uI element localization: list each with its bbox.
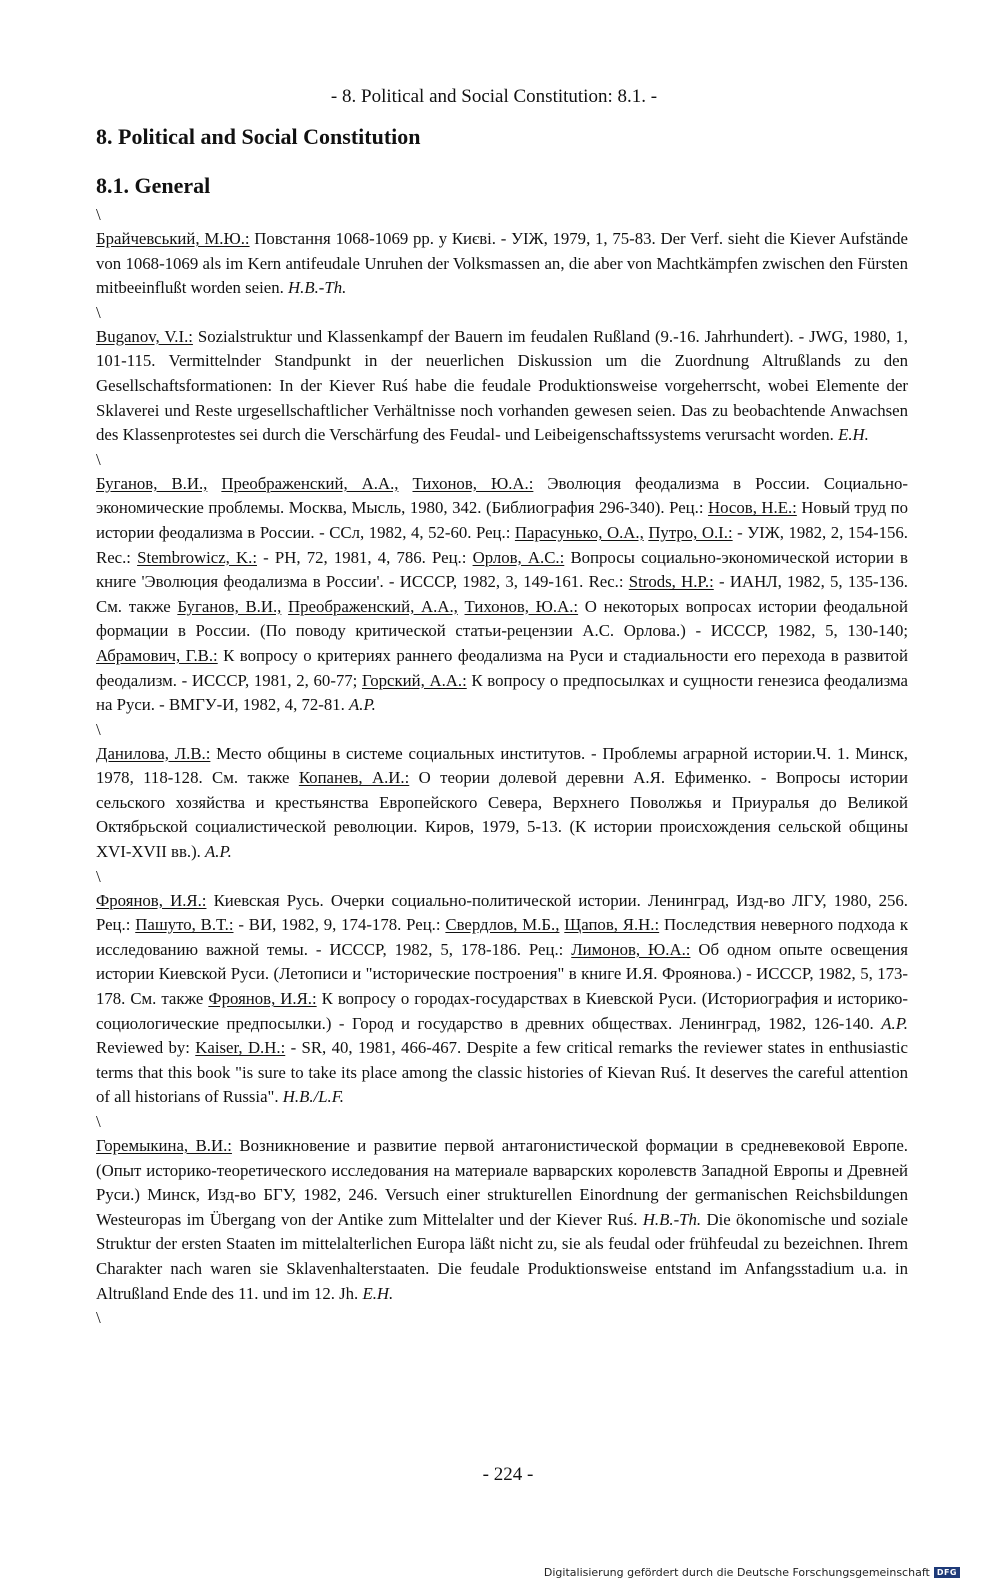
reviewer-initials: H.B.-Th. [288,278,347,298]
author-name: Strods, H.P.: [628,572,714,592]
entry-separator: \ [96,1308,101,1328]
author-name: Stembrowicz, K.: [137,547,257,567]
entry-text: Повстання 1068-1069 рр. у Києві. - УІЖ, 1979, 1, 75-83. Der Verf. sieht die Kiever Aufstände von 1068-1069 als im Kern antifeudale Unruhen der Volksmassen an, die aber von Machtkämpfen zwischen den Fürsten mitbeeinflußt worden seien. [96,229,909,298]
entry-text: Киевская Русь. Очерки социально-политической истории. Ленинград, Изд-во ЛГУ, 1980, 256. Рец.: [96,890,908,935]
entry-text: - PH, 72, 1981, 4, 786. Рец.: [256,547,473,567]
author-name: Парасунько, О.А., [514,522,644,542]
entry-text: Die ökonomische und soziale Struktur der ersten Staaten im mittelalterlichen Europa läßt nicht zu, sie als feudal oder frühfeudal zu bezeichnen. Ihrem Charakter nach waren sie Sklavenhalterstaaten. Die feudale Produktionsweise entstand im Anfangsstadium u.a. in Altrußland Ende des 11. und im 12. Jh. [96,1209,908,1303]
reviewer-initials: H.B.-Th. [642,1209,702,1229]
bibliography-entry [96,325,908,448]
entry-separator: \ [96,205,101,224]
author-name: Тихонов, Ю.А.: [412,473,534,493]
author-name: Буганов, В.И., [96,473,208,493]
bibliography-entry [96,742,908,865]
entry-separator: \ [96,302,101,322]
section-heading: 8.1. General [96,173,211,198]
running-header-text: - 8. Political and Social Constitution: 8.1. - [330,86,658,107]
entry-separator: \ [96,1112,101,1131]
author-name: Орлов, А.С.: [472,547,565,567]
author-name: Носов, Н.Е.: [708,498,797,518]
entry-separator: \ [96,449,101,469]
reviewer-initials: E.H. [362,1283,394,1303]
entry-text [207,474,221,493]
author-name: Горемыкина, В.И.: [96,1136,232,1155]
entry-text: О некоторых вопросах истории феодальной формации в России. (По поводу критической статьи-рецензии А.С. Орлова.) - ИССCP, 1982, 5, 130-140; [96,596,908,641]
author-name: Брайчевський, М.Ю.: [96,229,250,248]
author-name: Buganov, V.I.: [96,326,193,346]
entry-text [398,474,412,493]
entry-text: Возникновение и развитие первой антагонистической формации в средневековой Европе. (Опыт историко-теоретического исследования на материале варварских королевств Западной Европы и Древней Руси.) Минск, Изд-во БГУ, 1982, 246. Versuch einer strukturellen Einordnung der germanischen Reichsbildungen Westeuropas im Übergang von der Antike zum Mittelalter und der Kiever Ruś. [96,1136,908,1229]
author-name: Буганов, В.И., [177,596,282,616]
author-name: Пашуто, В.Т.: [135,915,234,935]
reviewer-initials: A.P. [881,1013,908,1033]
author-name: Лимонов, Ю.А.: [571,939,691,959]
entry-text: К вопросу о предпосылках и сущности генезиса феодализма на Руси. - ВМГУ-И, 1982, 4, 72-81. [96,670,908,715]
entry-text: Последствия неверного подхода к исследованию важной темы. - ИССCP, 1982, 5, 178-186. Рец.: [96,915,908,959]
entry-text: Sozialstruktur und Klassenkampf der Bauern im feudalen Rußland (9.-16. Jahrhundert). - JWG, 1980, 1, 101-115. Vermittelnder Standpunkt in der neuerlichen Diskussion um die Zuordnung Altrußlands zu den Gesellschaftsformationen: In der Kiever Ruś habe die feudale Produktionsweise vorgeherrscht, wobei Elemente der Sklaverei und Reste urgesellschaftlicher Verhältnisse noch vorhanden gewesen seien. Das zu beobachtende Anwachsen des Klassenprotestes sei durch die Verschärfung des Feudal- und Leibeigenschaftssystems verursacht worden. [96,326,908,445]
author-name: Преображенский, А.А., [288,596,458,616]
credit-text: Digitalisierung gefördert durch die Deutsche Forschungsgemeinschaft [543,1566,930,1579]
bibliography-entry [96,472,908,718]
entry-text: Новый труд по истории феодализма в России. - ССл, 1982, 4, 52-60. Рец.: [96,498,908,542]
author-name: Свердлов, М.Б., [445,915,560,935]
author-name: Преображенский, А.А., [221,473,399,493]
author-name: Щапов, Я.Н.: [564,915,660,935]
author-name: Kaiser, D.H.: [195,1038,286,1058]
page-number-text: - 224 - [482,1464,534,1485]
entry-separator: \ [96,719,101,739]
entry-text: Об одном опыте освещения истории Киевской Руси. (Летописи и "исторические построения" в книге И.Я. Фроянова.) - ИССCP, 1982, 5, 173-178. См. также [96,939,908,1009]
bibliography-entry [96,227,908,301]
entry-text: Эволюция феодализма в России. Социально-экономические проблемы. Москва, Мысль, 1980, 342. (Библиография 296-340). Рец.: [96,473,908,518]
entry-text: Вопросы социально-экономической истории в книге 'Эволюция феодализма в России'. - ИССCP, 1982, 3, 149-161. Rec.: [96,547,908,592]
running-header [0,86,1000,108]
bibliography-entry [96,889,908,1110]
author-name: Данилова, Л.В.: [96,743,211,763]
entry-text: - ИАНЛ, 1982, 5, 135-136. См. также [96,572,908,616]
entry-separator: \ [96,866,101,886]
author-name: Фроянов, И.Я.: [96,890,207,910]
entry-text: Reviewed by: [96,1038,196,1058]
reviewer-initials: A.P. [205,842,232,862]
author-name: Абрамович, Г.В.: [96,645,218,665]
entry-text [458,597,465,616]
reviewer-initials: A.P. [349,695,376,715]
entry-text: К вопросу о критериях раннего феодализма на Руси и стадиальности его перехода в развитой феодализм. - ИССCP, 1981, 2, 60-77; [96,645,908,690]
author-name: Копанев, А.И.: [298,768,410,788]
dfg-logo: DFG [934,1567,960,1578]
digitization-credit [544,1566,960,1579]
page-number [0,1464,1000,1486]
entry-text: О теории долевой деревни А.Я. Ефименко. - Вопросы истории сельского хозяйства и крестьянства Европейского Севера, Верхнего Поволжья и Приуралья до Великой Октябрьской социалистической революции. Киров, 1979, 5-13. (К истории происхождения сельской общины XVI-XVII вв.). [96,768,908,862]
author-name: Горский, А.А.: [362,670,467,690]
entry-text: К вопросу о городах-государствах в Киевской Руси. (Историография и историко-социологические предпосылки.) - Город и государство в древних обществах. Ленинград, 1982, 126-140. [96,989,908,1033]
reviewer-initials: H.B./L.F. [282,1087,344,1107]
entry-text: - УІЖ, 1982, 2, 154-156. Rec.: [96,522,908,567]
author-name: Тихонов, Ю.А.: [464,596,579,616]
chapter-heading: 8. Political and Social Constitution [96,124,421,149]
entry-text: Место общины в системе социальных институтов. - Проблемы аграрной истории.Ч. 1. Минск, 1978, 118-128. См. также [96,743,908,788]
entry-text: - SR, 40, 1981, 466-467. Despite a few critical remarks the reviewer states in enthusiastic terms that this book "is sure to take its place among the classic histories of Kievan Ruś. It deserves the careful attention of all historians of Russia". [96,1038,908,1107]
entry-text: - ВИ, 1982, 9, 174-178. Рец.: [233,915,446,935]
bibliography-body [96,203,908,1330]
reviewer-initials: E.H. [838,425,869,445]
author-name: Путро, О.І.: [648,522,733,542]
author-name: Фроянов, И.Я.: [208,989,317,1009]
bibliography-entry [96,1134,908,1306]
